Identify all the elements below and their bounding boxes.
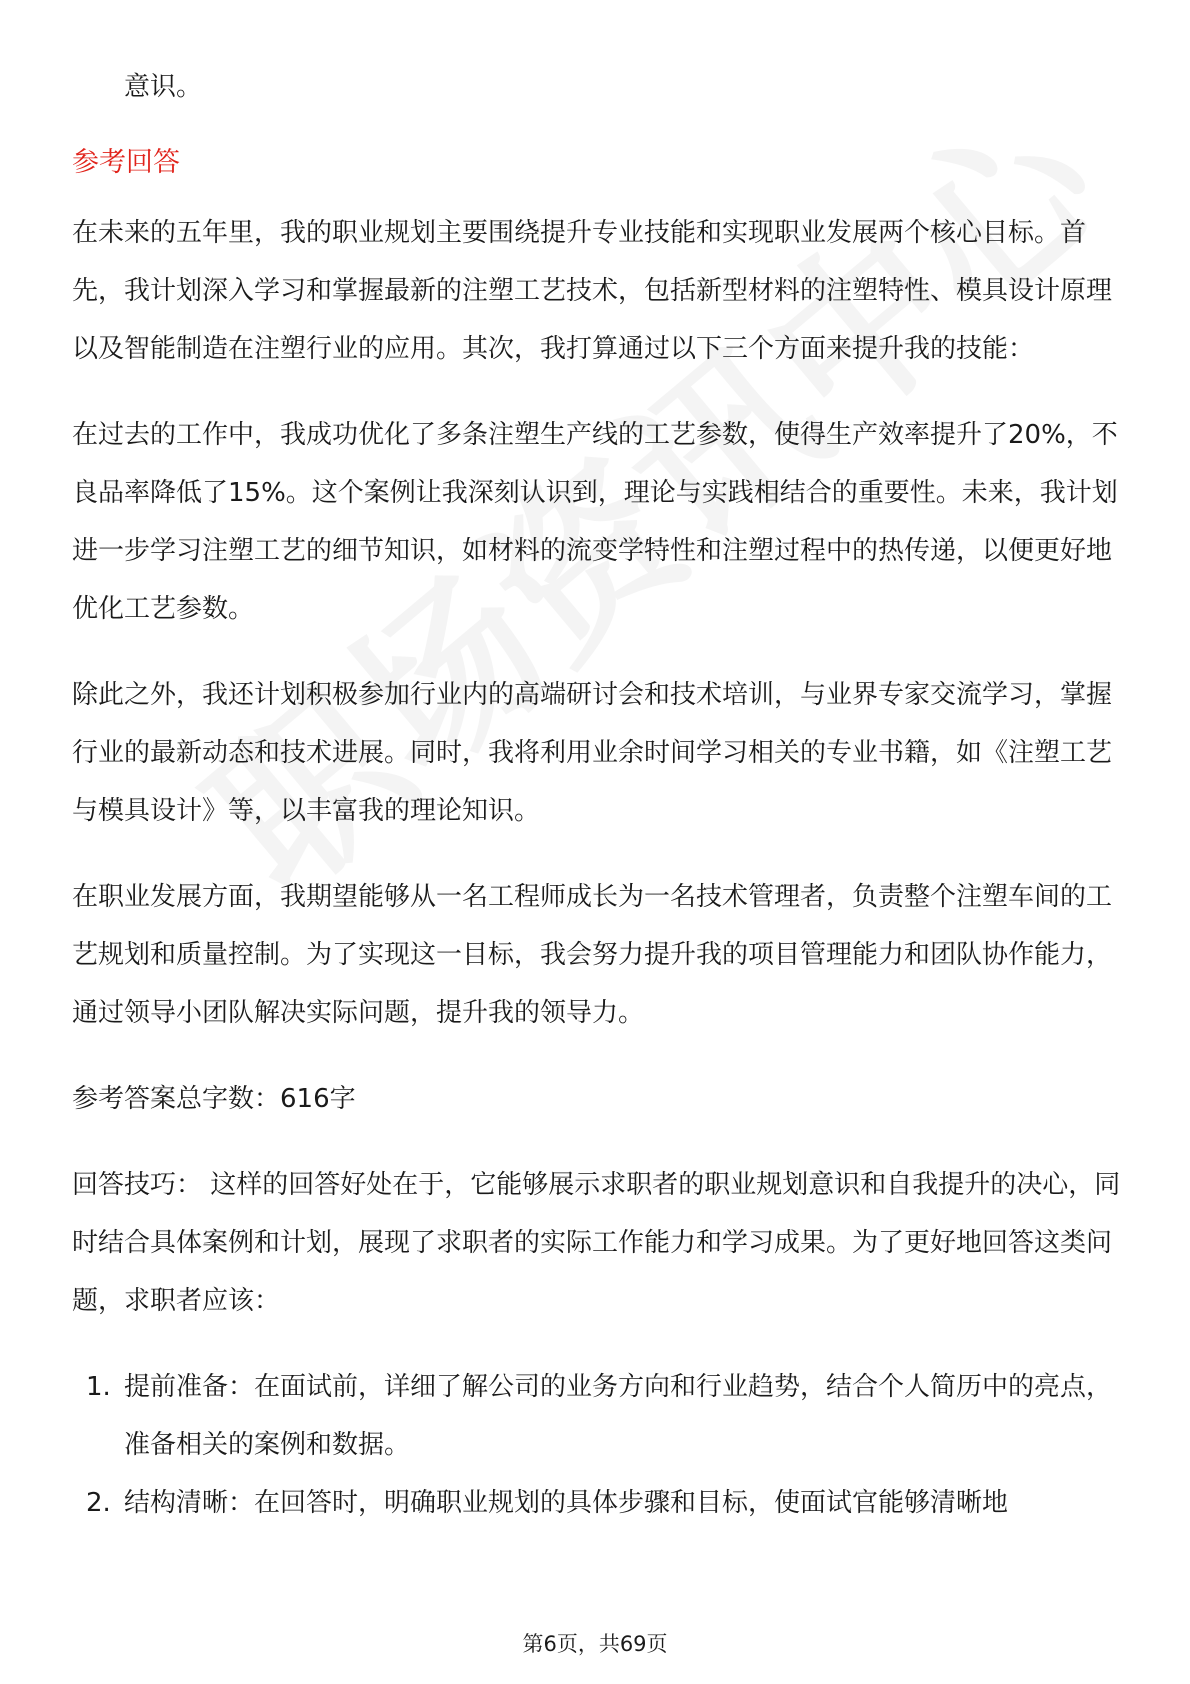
paragraph: 除此之外，我还计划积极参加行业内的高端研讨会和技术培训，与业界专家交流学习，掌握行业的最新动态和技术进展。同时，我将利用业余时间学习相关的专业书籍，如《注塑工艺与模具设计》等，以丰富我的理论知识。: [72, 680, 1113, 826]
list-text: 提前准备：在面试前，详细了解公司的业务方向和行业趋势，结合个人简历中的亮点，准备相关的案例和数据。: [124, 1372, 1113, 1460]
continued-text: 意识。: [124, 72, 203, 102]
list-number: 2.: [86, 1488, 111, 1518]
word-count: 参考答案总字数：616字: [72, 1084, 356, 1114]
section-heading: 参考回答: [72, 147, 180, 178]
paragraph: 在职业发展方面，我期望能够从一名工程师成长为一名技术管理者，负责整个注塑车间的工艺规划和质量控制。为了实现这一目标，我会努力提升我的项目管理能力和团队协作能力，通过领导小团队解决实际问题，提升我的领导力。: [72, 882, 1113, 1028]
answer-tips: 回答技巧： 这样的回答好处在于，它能够展示求职者的职业规划意识和自我提升的决心，同时结合具体案例和计划，展现了求职者的实际工作能力和学习成果。为了更好地回答这类问题，求职者应该：: [72, 1170, 1121, 1316]
page-number: 第6页，共69页: [522, 1632, 668, 1656]
list-text: 结构清晰：在回答时，明确职业规划的具体步骤和目标，使面试官能够清晰地: [124, 1488, 1009, 1518]
document-body: [72, 58, 1122, 1532]
list-item: [72, 1474, 1122, 1532]
tips-list: [72, 1358, 1122, 1532]
paragraph: 在未来的五年里，我的职业规划主要围绕提升专业技能和实现职业发展两个核心目标。首先，我计划深入学习和掌握最新的注塑工艺技术，包括新型材料的注塑特性、模具设计原理以及智能制造在注塑行业的应用。其次，我打算通过以下三个方面来提升我的技能：: [72, 218, 1113, 364]
list-item: [72, 1358, 1122, 1474]
list-number: 1.: [86, 1372, 111, 1402]
paragraph: 在过去的工作中，我成功优化了多条注塑生产线的工艺参数，使得生产效率提升了20%，不良品率降低了15%。这个案例让我深刻认识到，理论与实践相结合的重要性。未来，我计划进一步学习注塑工艺的细节知识，如材料的流变学特性和注塑过程中的热传递，以便更好地优化工艺参数。: [72, 420, 1118, 624]
